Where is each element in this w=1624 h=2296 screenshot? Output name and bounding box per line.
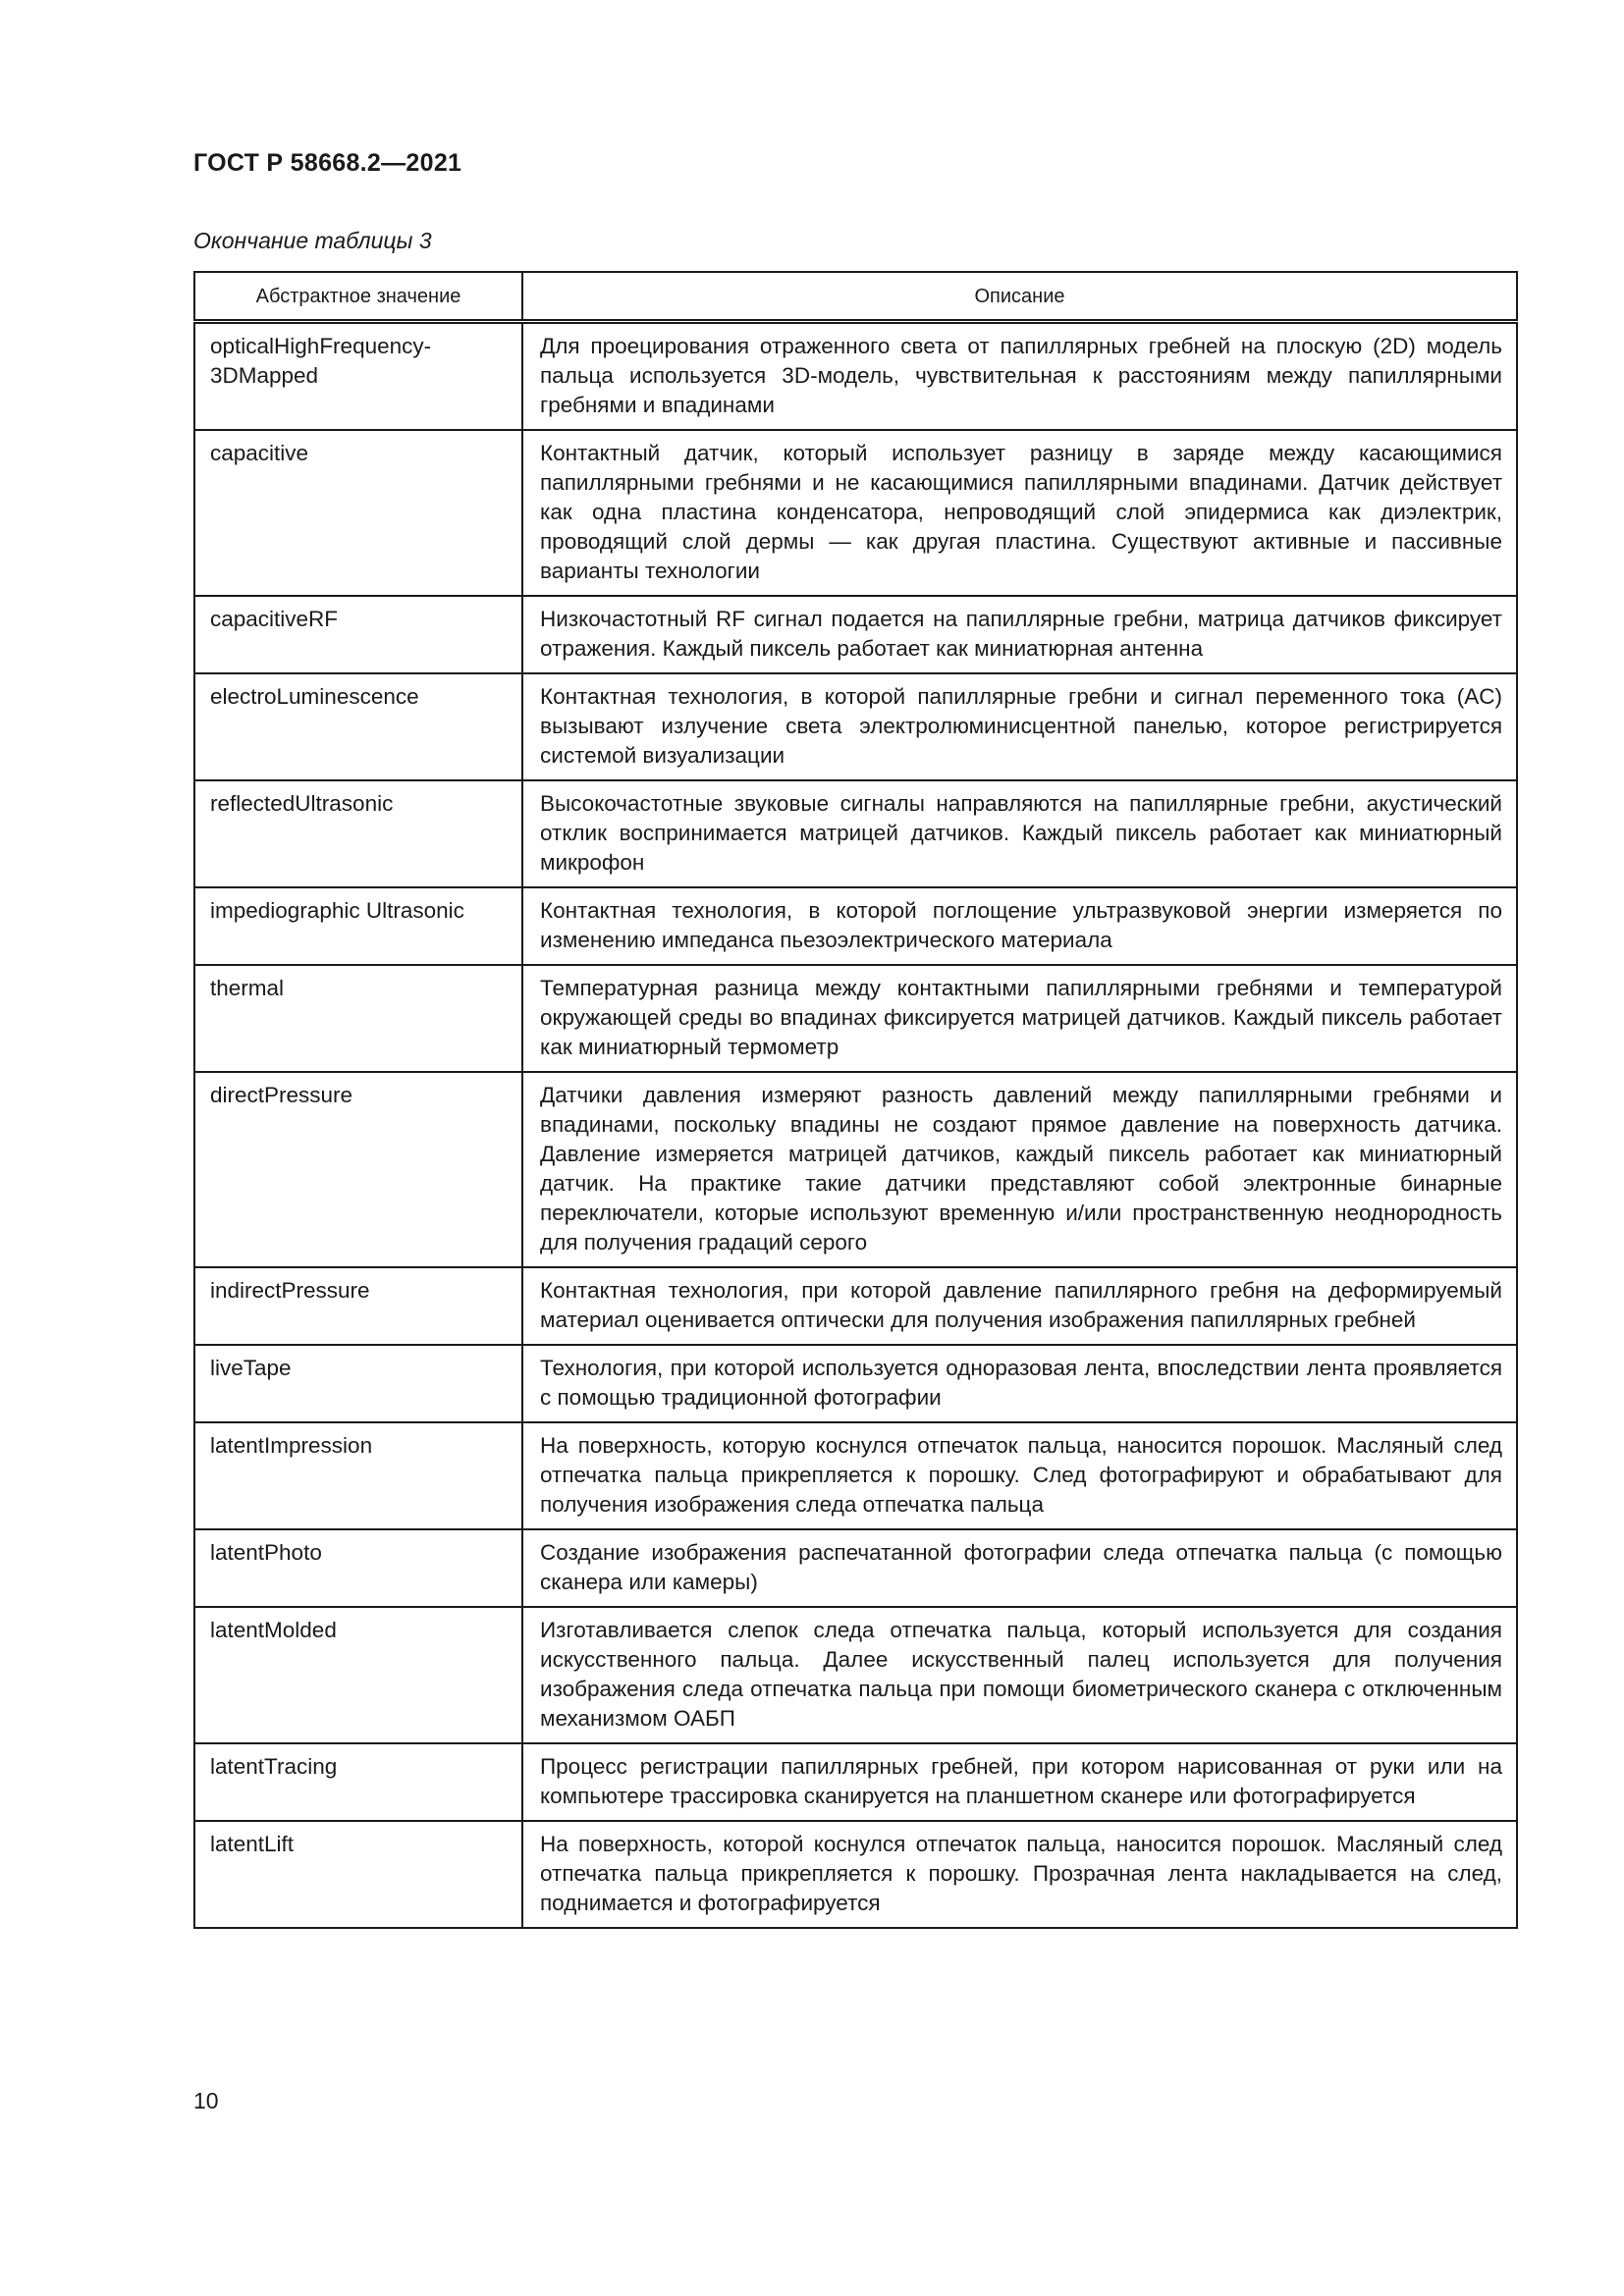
column-header-description: Описание — [522, 272, 1517, 322]
abstract-value-cell: capacitiveRF — [194, 596, 522, 673]
abstract-value-cell: latentLift — [194, 1821, 522, 1928]
abstract-value-cell: liveTape — [194, 1345, 522, 1422]
page-number: 10 — [193, 2088, 219, 2113]
column-header-abstract-value: Абстрактное значение — [194, 272, 522, 322]
description-cell: Высокочастотные звуковые сигналы направляются на папиллярные гребни, акустический отклик воспринимается матрицей датчиков. Каждый пиксель работает как миниатюрный микрофон — [522, 780, 1517, 887]
abstract-value-cell: capacitive — [194, 430, 522, 596]
description-cell: Для проецирования отраженного света от папиллярных гребней на плоскую (2D) модель пальца используется 3D-модель, чувствительная к расстояниям между папиллярными гребнями и впадинами — [522, 322, 1517, 431]
description-cell: Контактная технология, в которой папиллярные гребни и сигнал переменного тока (AC) вызывают излучение света электролюминисцентной панелью, которое регистрируется системой визуализации — [522, 673, 1517, 780]
table-row — [194, 1267, 1517, 1345]
table-body — [194, 322, 1517, 1929]
description-cell: На поверхность, которую коснулся отпечаток пальца, наносится порошок. Масляный след отпечатка пальца прикрепляется к порошку. След фотографируют и обрабатывают для получения изображения следа отпечатка пальца — [522, 1422, 1517, 1529]
abstract-value-cell: latentImpression — [194, 1422, 522, 1529]
abstract-value-cell: latentMolded — [194, 1607, 522, 1743]
abstract-value-cell: opticalHighFrequency-3DMapped — [194, 322, 522, 431]
abstract-value-cell: impediographic Ultrasonic — [194, 887, 522, 965]
description-cell: Датчики давления измеряют разность давлений между папиллярными гребнями и впадинами, поскольку впадины не создают прямое давление на поверхность датчика. Давление измеряется матрицей датчиков, каждый пиксель работает как миниатюрный датчик. На практике такие датчики представляют собой электронные бинарные переключатели, которые используют временную и/или пространственную неоднородность для получения градаций серого — [522, 1072, 1517, 1267]
description-cell: Температурная разница между контактными папиллярными гребнями и температурой окружающей среды во впадинах фиксируется матрицей датчиков. Каждый пиксель работает как миниатюрный термометр — [522, 965, 1517, 1072]
table-header-row — [194, 272, 1517, 322]
table-row — [194, 965, 1517, 1072]
abstract-value-cell: latentPhoto — [194, 1529, 522, 1607]
table-row — [194, 1529, 1517, 1607]
abstract-value-cell: directPressure — [194, 1072, 522, 1267]
abstract-values-table — [193, 271, 1518, 1929]
table-row — [194, 1821, 1517, 1928]
table-header — [194, 272, 1517, 322]
description-cell: Контактная технология, при которой давление папиллярного гребня на деформируемый материал оценивается оптически для получения изображения папиллярных гребней — [522, 1267, 1517, 1345]
description-cell: Контактная технология, в которой поглощение ультразвуковой энергии измеряется по изменению импеданса пьезоэлектрического материала — [522, 887, 1517, 965]
abstract-value-cell: thermal — [194, 965, 522, 1072]
table-row — [194, 887, 1517, 965]
table-row — [194, 1743, 1517, 1821]
description-cell: На поверхность, которой коснулся отпечаток пальца, наносится порошок. Масляный след отпечатка пальца прикрепляется к порошку. Прозрачная лента накладывается на след, поднимается и фотографируется — [522, 1821, 1517, 1928]
table-row — [194, 596, 1517, 673]
table-row — [194, 1607, 1517, 1743]
table-caption: Окончание таблицы 3 — [193, 228, 432, 253]
description-cell: Технология, при которой используется одноразовая лента, впоследствии лента проявляется с помощью традиционной фотографии — [522, 1345, 1517, 1422]
table-row — [194, 430, 1517, 596]
description-cell: Создание изображения распечатанной фотографии следа отпечатка пальца (с помощью сканера или камеры) — [522, 1529, 1517, 1607]
description-cell: Процесс регистрации папиллярных гребней, при котором нарисованная от руки или на компьютере трассировка сканируется на планшетном сканере или фотографируется — [522, 1743, 1517, 1821]
table-row — [194, 322, 1517, 431]
table-row — [194, 1072, 1517, 1267]
table-row — [194, 1422, 1517, 1529]
table-row — [194, 673, 1517, 780]
table-row — [194, 1345, 1517, 1422]
abstract-value-cell: electroLuminescence — [194, 673, 522, 780]
abstract-value-cell: indirectPressure — [194, 1267, 522, 1345]
document-code: ГОСТ Р 58668.2—2021 — [193, 149, 462, 177]
table-row — [194, 780, 1517, 887]
description-cell: Контактный датчик, который использует разницу в заряде между касающимися папиллярными гребнями и не касающимися папиллярными впадинами. Датчик действует как одна пластина конденсатора, непроводящий слой эпидермиса как диэлектрик, проводящий слой дермы — как другая пластина. Существуют активные и пассивные варианты технологии — [522, 430, 1517, 596]
description-cell: Изготавливается слепок следа отпечатка пальца, который используется для создания искусственного пальца. Далее искусственный палец используется для получения изображения следа отпечатка пальца при помощи биометрического сканера с отключенным механизмом ОАБП — [522, 1607, 1517, 1743]
abstract-value-cell: latentTracing — [194, 1743, 522, 1821]
description-cell: Низкочастотный RF сигнал подается на папиллярные гребни, матрица датчиков фиксирует отражения. Каждый пиксель работает как миниатюрная антенна — [522, 596, 1517, 673]
abstract-value-cell: reflectedUltrasonic — [194, 780, 522, 887]
